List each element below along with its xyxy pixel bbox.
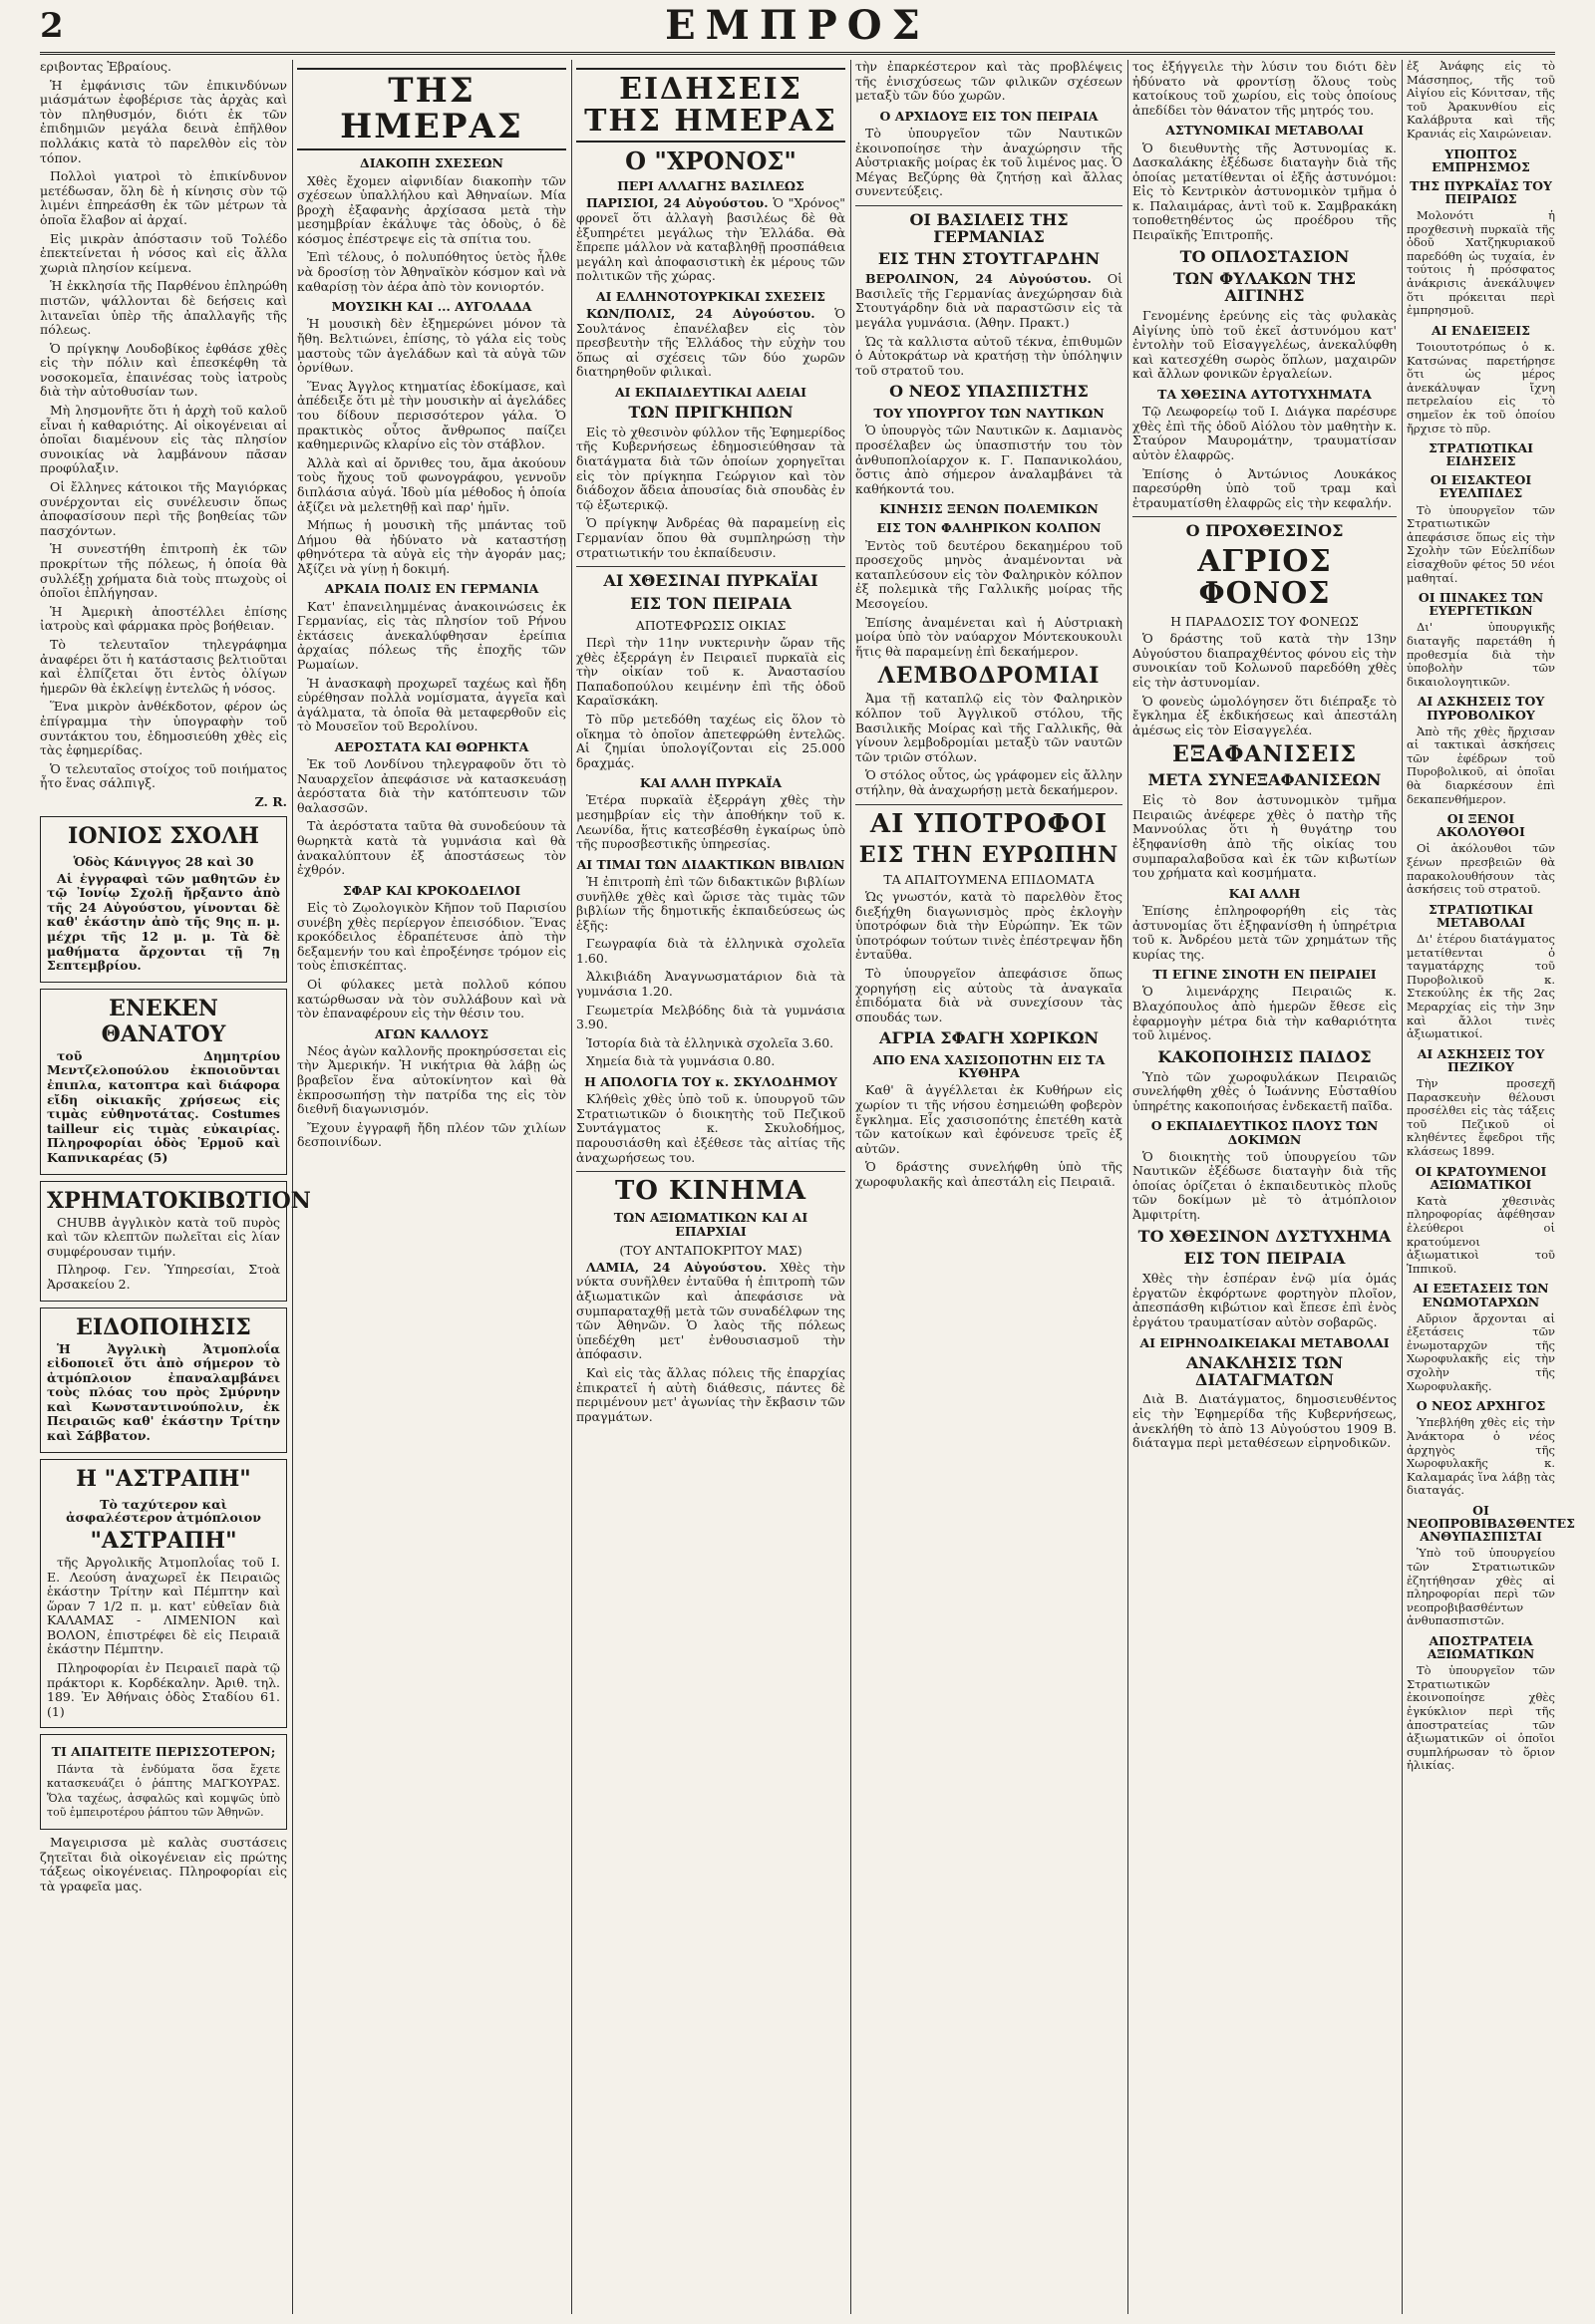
article-text: Ὡς τὰ καλλιστα αὐτοῦ τέκνα, ἐπιθυμῶν ὁ Αὐτοκράτωρ νὰ κρατήσῃ τὴν ὑπόληψιν τοῦ στρατοῦ του. [855,333,1122,378]
article-text: τος ἐξήγγειλε τὴν λύσιν του διότι δὲν ἠδύνατο νὰ φροντίσῃ ὅλους τοὺς κατοίκους τοῦ χωρίου, εἰς τοὺς ὁποίους ἀπεδίδει τὸν θάνατον τῆς μητρός του. [1132,59,1397,118]
column-rule [1402,60,1403,2314]
article-text: Ὁ διοικητὴς τοῦ ὑπουργείου τῶν Ναυτικῶν ἐξέδωσε διαταγὴν διὰ τῆς ὁποίας ὁρίζεται ὁ ἐκπαιδευτικὸς πλοῦς τῶν δοκίμων μὲ τὸ ἀτμόπλοιον Ἀμφιτρίτη. [1132,1148,1397,1223]
article-subheading: ΤΩΝ ΑΞΙΩΜΑΤΙΚΩΝ ΚΑΙ ΑΙ ΕΠΑΡΧΙΑΙ [613,1210,808,1239]
article-text: Ἐπίσης ὁ Ἀντώνιος Λουκάκος παρεσύρθη ὑπὸ τοῦ τραμ καὶ ἐτραυματίσθη ἐλαφρῶς εἰς τὴν κεφαλήν. [1132,465,1397,510]
ad-ship-name: "ΑΣΤΡΑΠΗ" [90,1527,237,1554]
article-heading: ΟΙ ΞΕΝΟΙ ΑΚΟΛΟΥΘΟΙ [1436,811,1525,840]
article-text: Ἀπὸ τῆς χθὲς ἤρχισαν αἱ τακτικαὶ ἀσκήσεις τῶν ἐφέδρων τοῦ Πυροβολικοῦ, αἱ ὁποῖαι θὰ διαρκέσουν ἐπὶ δεκαπενθήμερον. [1407,724,1555,806]
article-text: Ὡς γνωστόν, κατὰ τὸ παρελθὸν ἔτος διεξήχθη διαγωνισμὸς πρὸς ἐκλογὴν ὑποτρόφων διὰ τὴν Εὐρώπην. Ἐκ τῶν ὑποτρόφων τούτων τινὲς ἐπέστρεψαν ἤδη ἐνταῦθα. [855,889,1122,963]
article-text: Αὔριον ἄρχονται αἱ ἐξετάσεις τῶν ἐνωμοταρχῶν τῆς Χωροφυλακῆς εἰς τὴν σχολὴν τῆς Χωροφυλακῆς. [1407,1310,1555,1393]
article-text: Ὁ στόλος οὗτος, ὡς γράφομεν εἰς ἄλλην στήλην, θὰ ἀναχωρήσῃ μετὰ δεκαήμερον. [855,767,1122,797]
divider [1132,516,1397,517]
column-5 [1132,60,1397,2314]
article-body: Ὁ "Χρόνος" φρονεῖ ὅτι ἀλλαγὴ βασιλέως δὲ θὰ ἐξυπηρέτει μεγάλως τὴν Ἑλλάδα. Θὰ ἔπρεπε μάλλον νὰ καταβληθῇ προσπάθεια μεγάλη καὶ ἀποφασιστικὴ ἐκ μέρους τῶν πολιτικῶν τῆς χώρας. [576,195,845,284]
article-subheading: ΤΩΝ ΠΡΙΓΚΗΠΩΝ [628,403,794,423]
dateline: ΠΑΡΙΣΙΟΙ, 24 Αὐγούστου. [586,195,769,211]
article-text: Τὸ ὑπουργεῖον τῶν Στρατιωτικῶν ἐκοινοποίησε χθὲς ἐγκύκλιον περὶ τῆς ἀποστρατείας τῶν ἀξιωματικῶν οἱ ὁποῖοι συμπλήρωσαν τὸ ὅριον ἡλικίας. [1407,1663,1555,1773]
article-text: Γενομένης ἐρεύνης εἰς τὰς φυλακὰς Αἰγίνης ὑπὸ τοῦ ἐκεῖ ἀστυνόμου κατ' ἐντολὴν τοῦ Εἰσαγγελέως, ἀνεκαλύφθη καὶ κατεσχέθη σωρὸς ὅπλων, μαχαιρῶν καὶ ἄλλων φονικῶν ἐργαλείων. [1132,308,1397,382]
article-text: Ἐκ τοῦ Λονδίνου τηλεγραφοῦν ὅτι τὸ Ναυαρχεῖον ἀπεφάσισε νὰ κατασκευάσῃ ἀερόστατα διὰ τὴν κατόπτευσιν τῶν θαλασσῶν. [297,756,566,815]
article-text: Ὁ δράστης τοῦ κατὰ τὴν 13ην Αὐγούστου διαπραχθέντος φόνου εἰς τὴν συνοικίαν τοῦ Κολωνοῦ παρεδόθη χθὲς εἰς τὴν ἀστυνομίαν. [1132,631,1397,690]
article-heading: ΑΣΤΥΝΟΜΙΚΑΙ ΜΕΤΑΒΟΛΑΙ [1165,123,1364,139]
article-text: Χθὲς ἔχομεν αἰφνιδίαν διακοπὴν τῶν σχέσεων ὑπαλλήλου καὶ Ἀθηναίων. Μία βροχὴ ἐξαφανὴς ἀρχίσασα μετὰ τὴν μεσημβρίαν ἐκάλυψε τὰς ὁδοὺς, ὁ δὲ κόσμος ἐπέστρεψε εἰς τὰ σπίτια του. [297,172,566,246]
ad-body: Ἡ Ἀγγλικὴ Ἀτμοπλοΐα εἰδοποιεῖ ὅτι ἀπὸ σήμερον τὸ ἀτμόπλοιον ἐπαναλαμβάνει τοὺς πλόας του πρὸς Σμύρνην καὶ Κωνσταντινούπολιν, ἐκ Πειραιῶς καθ' ἑκάστην Τρίτην καὶ Σάββατον. [47,1340,280,1444]
ad-body: τῆς Ἀργολικῆς Ἀτμοπλοΐας τοῦ Ι. Ε. Λεούση ἀναχωρεῖ ἐκ Πειραιῶς ἑκάστην Τρίτην καὶ Πέμπτην καὶ ὥραν 7 1/2 π. μ. κατ' εὐθεῖαν διὰ ΚΑΛΑΜΑΣ - ΛΙΜΕΝΙΟΝ καὶ ΒΟΛΟΝ, ἐπιστρέφει δὲ εἰς Πειραιᾶ ἑκάστην Πέμπτην. [47,1554,280,1657]
page-number: 2 [40,6,64,46]
divider [855,205,1122,206]
article-text [576,1261,845,1362]
dateline: ΒΕΡΟΛΙΝΟΝ, 24 Αὐγούστου. [865,271,1092,287]
article-text: Οἱ φύλακες μετὰ πολλοῦ κόπου κατώρθωσαν νὰ τὸν συλλάβουν καὶ νὰ τὸν ἐπαναφέρουν εἰς τὴν θέσιν του. [297,976,566,1021]
article-text: Ἡ μουσικὴ δὲν ἐξημερώνει μόνον τὰ ἤθη. Βελτιώνει, ἐπίσης, τὸ γάλα εἰς τοὺς μαστοὺς τῶν ἀγελάδων καὶ τὰ αὐγὰ τῶν ὀρνίθων. [297,316,566,376]
article-subheading: (ΤΟΥ ΑΝΤΑΠΟΚΡΙΤΟΥ ΜΑΣ) [619,1242,802,1258]
article-text: Ἐπίσης ἐπληροφορήθη εἰς τὰς ἀστυνομίας ὅτι ἐξηφανίσθη ἡ ὑπηρέτρια τοῦ κ. Ἀνδρέου μετὰ τῶν χρημάτων τῆς κυρίας της. [1132,902,1397,962]
article-subheading: ΕΙΣ ΤΟΝ ΦΑΛΗΡΙΚΟΝ ΚΟΛΠΟΝ [876,520,1102,536]
article-heading: ΑΓΩΝ ΚΑΛΛΟΥΣ [374,1025,489,1041]
article-heading: ΤΟ ΟΠΛΟΣΤΑΣΙΟΝ [1179,246,1350,266]
ad-body: Πάντα τὰ ἐνδύματα ὅσα ἔχετε κατασκευάζει ὁ ῥάπτης ΜΑΓΚΟΥΡΑΣ. Ὅλα ταχέως, ἀσφαλῶς καὶ κομψῶς ὑπὸ τοῦ ἐμπειροτέρου ῥάπτου τῶν Ἀθηνῶν. [47,1762,280,1820]
article-text: Περὶ τὴν 11ην νυκτερινὴν ὥραν τῆς χθὲς ἐξερράγη ἐν Πειραιεῖ πυρκαϊὰ εἰς τὴν οἰκίαν τοῦ κ. Ἀναστασίου Παπαδοπούλου κειμένην ἐπὶ τῆς ὁδοῦ Καραϊσκάκη. [576,634,845,709]
newspaper-title: ΕΜΠΡΟΣ [665,2,930,49]
ad-contact: Πληροφ. Γεν. Ὑπηρεσίαι, Στοὰ Ἀρσακείου 2. [47,1262,280,1292]
article-heading: ΑΙ ΤΙΜΑΙ ΤΩΝ ΔΙΔΑΚΤΙΚΩΝ ΒΙΒΛΙΩΝ [576,856,845,872]
article-text: Μὴ λησμονῆτε ὅτι ἡ ἀρχὴ τοῦ καλοῦ εἶναι ἡ καθαριότης. Αἱ οἰκογένειαι αἱ ὁποῖαι διαμένουν εἰς τὰς πλησίον συνοικίας νὰ λαμβάνουν πᾶσαν προφύλαξιν. [40,403,287,476]
article-text: Ὁ τελευταῖος στοίχος τοῦ ποιήματος ἦτο ἕνας σάλπιγξ. [40,760,287,791]
article-heading: Η ΑΠΟΛΟΓΙΑ ΤΟΥ κ. ΣΚΥΛΟΔΗΜΟΥ [584,1074,837,1090]
article-text: Ἡ Ἀμερικὴ ἀποστέλλει ἐπίσης ἰατροὺς καὶ φάρμακα πρὸς βοήθειαν. [40,603,287,634]
article-heading: Ο ΕΚΠΑΙΔΕΥΤΙΚΟΣ ΠΛΟΥΣ ΤΩΝ ΔΟΚΙΜΩΝ [1150,1118,1379,1147]
article-heading: ΑΕΡΟΣΤΑΤΑ ΚΑΙ ΘΩΡΗΚΤΑ [334,738,529,754]
ad-astrapi [40,1459,287,1729]
article-subheading: ΤΩΝ ΦΥΛΑΚΩΝ ΤΗΣ ΑΙΓΙΝΗΣ [1172,269,1357,306]
article-body: Οἱ Βασιλεῖς τῆς Γερμανίας ἀνεχώρησαν διὰ Στουτγάρδην διὰ νὰ παραστῶσιν εἰς τὰ μεγάλα γυμνάσια. (Ἀθην. Πρακτ.) [855,271,1122,331]
article-heading-large: ΑΓΡΙΟΣ ΦΟΝΟΣ [1197,544,1332,611]
divider [576,566,845,567]
article-text: Ὁ δράστης συνελήφθη ὑπὸ τῆς χωροφυλακῆς καὶ ἀπεστάλη εἰς Πειραιᾶ. [855,1159,1122,1190]
article-subheading: ΜΕΤΑ ΣΥΝΕΞΑΦΑΝΙΣΕΩΝ [1147,770,1382,790]
article-text: Τὸ πῦρ μετεδόθη ταχέως εἰς ὅλον τὸ οἴκημα τὸ ὁποῖον ἀπετεφρώθη ἐντελῶς. Αἱ ζημίαι ὑπολογίζονται εἰς 25.000 δραχμάς. [576,711,845,770]
article-text [576,307,845,380]
article-text: Ἐπίσης ἀναμένεται καὶ ἡ Αὐστριακὴ μοίρα ὑπὸ τὸν ναύαρχον Μόντεκουκουλι ἥτις θὰ παραμείνῃ ἐπὶ δεκαήμερον. [855,614,1122,659]
article-text: Νέος ἀγὼν καλλονῆς προκηρύσσεται εἰς τὴν Ἀμερικήν. Ἡ νικήτρια θὰ λάβῃ ὡς βραβεῖον ἕνα αὐτοκίνητον καὶ θὰ ἐκπροσωπήσῃ τὴν πατρίδα της εἰς τὸν διεθνῆ διαγωνισμόν. [297,1042,566,1117]
price-item: Γεωγραφία διὰ τὰ ἑλληνικὰ σχολεῖα 1.60. [576,936,845,966]
article-text: Ἡ ἀνασκαφὴ προχωρεῖ ταχέως καὶ ἤδη εὑρέθησαν πολλὰ νομίσματα, ἀγγεῖα καὶ ἀγάλματα, τὰ ὁποῖα θὰ μεταφερθοῦν εἰς τὸ Μουσεῖον τοῦ Βερολίνου. [297,675,566,734]
ad-title: ΤΙ ΑΠΑΙΤΕΙΤΕ ΠΕΡΙΣΣΟΤΕΡΟΝ; [51,1744,276,1760]
article-text: εριβοντας Ἑβραίους. [40,59,171,74]
article-text: Ἡ ἐπιτροπὴ ἐπὶ τῶν διδακτικῶν βιβλίων συνῆλθε χθὲς καὶ ὥρισε τὰς τιμὰς τῶν βιβλίων τῆς δημοτικῆς ἐκπαιδεύσεως ὡς ἑξῆς: [576,873,845,933]
article-heading: ΔΙΑΚΟΠΗ ΣΧΕΣΕΩΝ [360,155,503,171]
article-text: Κλήθεὶς χθὲς ὑπὸ τοῦ κ. ὑπουργοῦ τῶν Στρατιωτικῶν ὁ διοικητὴς τοῦ Πεζικοῦ Συντάγματος κ. Σκυλοδήμος, παρουσιάσθη καὶ ἐξέθεσε τὰς αἰτίας τῆς ἀναχωρήσεως του. [576,1091,845,1165]
article-text: Ἔχουν ἐγγραφῆ ἤδη πλέον τῶν χιλίων δεσποινίδων. [297,1119,566,1150]
article-heading: ΟΙ ΝΕΟΠΡΟΒΙΒΑΣΘΕΝΤΕΣ ΑΝΘΥΠΑΣΠΙΣΤΑΙ [1407,1502,1575,1545]
article-text: Ἡ συνεστήθη ἐπιτροπὴ ἐκ τῶν προκρίτων τῆς πόλεως, ἡ ὁποία θὰ συλλέξῃ χρήματα διὰ τοὺς πτωχοὺς οἱ ὁποῖοι ἐπλήγησαν. [40,541,287,601]
article-subheading: ΑΠΟ ΕΝΑ ΧΑΣΙΣΟΠΟΤΗΝ ΕΙΣ ΤΑ ΚΥΘΗΡΑ [872,1052,1106,1081]
article-heading: ΟΙ ΚΡΑΤΟΥΜΕΝΟΙ ΑΞΙΩΜΑΤΙΚΟΙ [1415,1163,1547,1192]
article-text: Εἰς μικρὰν ἀπόστασιν τοῦ Τολέδο ἐπεκτείνεται ἡ νόσος καὶ εἰς ἄλλα χωριὰ πλησίον κείμενα. [40,230,287,275]
article-heading: ΑΡΚΑΙΑ ΠΟΛΙΣ ΕΝ ΓΕΡΜΑΝΙΑ [324,581,539,597]
article-text: Εἰς τὸ 8ον ἀστυνομικὸν τμῆμα Πειραιῶς ἀνέφερε χθὲς ὁ πατὴρ τῆς Μαννούλας ὅτι ἡ θυγάτηρ του ἐξηφανίσθη ἀπὸ τῆς οἰκίας του συμπαραλαβοῦσα καὶ ἐκ τῶν κιβωτίων του χρήματα καὶ κοσμήματα. [1132,792,1397,881]
article-text: Ἕνας Ἀγγλος κτηματίας ἐδοκίμασε, καὶ ἀπέδειξε ὅτι μὲ τὴν μουσικὴν αἱ ἀγελάδες του δίδουν περισσότερον γάλα. Ὁ πρακτικὸς οὗτος ἄνθρωπος παίζει καθημερινῶς κλαρίνο εἰς τὸν στάβλον. [297,378,566,452]
article-heading: ΑΙ ΥΠΟΤΡΟΦΟΙ [869,808,1109,839]
article-text: Τὸ ὑπουργεῖον τῶν Στρατιωτικῶν ἀπεφάσισε ὅπως εἰς τὴν Σχολὴν τῶν Εὐελπίδων εἰσαχθοῦν φέτος 50 νέοι μαθηταί. [1407,502,1555,585]
article-text: Ἐπὶ τέλους, ὁ πολυπόθητος ὑετὸς ἦλθε νὰ δροσίσῃ τὸν Ἀθηναϊκὸν κόσμον καὶ νὰ καθαρίσῃ τὸν ἀέρα ἀπὸ τὸν κονιορτόν. [297,249,566,294]
article-text: Ἡ ἐκκλησία τῆς Παρθένου ἐπληρώθη πιστῶν, ψάλλονται δὲ δεήσεις καὶ λιτανεῖαι ὑπὲρ τῆς ἀπαλλαγῆς τῆς πόλεως. [40,278,287,338]
article-heading: Ο ΑΡΧΙΔΟΥΞ ΕΙΣ ΤΟΝ ΠΕΙΡΑΙΑ [879,108,1099,124]
article-subheading: ΕΙΣ ΤΗΝ ΣΤΟΥΤΓΑΡΔΗΝ [877,249,1101,269]
article-heading: ΑΠΟΣΤΡΑΤΕΙΑ ΑΞΙΩΜΑΤΙΚΩΝ [1427,1632,1535,1661]
article-text: Κατὰ χθεσινὰς πληροφορίας ἀφέθησαν ἐλεύθεροι οἱ κρατούμενοι ἀξιωματικοὶ τοῦ Ἱππικοῦ. [1407,1193,1555,1276]
article-heading: Ο ΝΕΟΣ ΥΠΑΣΠΙΣΤΗΣ [889,382,1089,402]
article-text: Μήπως ἡ μουσικὴ τῆς μπάντας τοῦ Δήμου θὰ ἠδύνατο νὰ καταστήσῃ φθηνότερα τὰ αὐγὰ εἰς τὴν ἀγοράν μας; Ἀξίζει νὰ γίνῃ ἡ δοκιμή. [297,517,566,576]
article-heading: ΕΞΑΦΑΝΙΣΕΙΣ [1171,741,1358,768]
column-1 [40,59,311,2314]
article-body: Ὁ Σουλτάνος ἐπανέλαβεν εἰς τὸν πρεσβευτὴν τῆς Ἑλλάδος τὴν εὐχὴν του ὅπως αἱ σχέσεις τῶν δύο χωρῶν διατηρηθοῦν φιλικαὶ. [576,306,845,380]
article-heading: ΤΟ ΚΙΝΗΜΑ [614,1176,807,1207]
article-subheading: ΕΙΣ ΤΟΝ ΠΕΙΡΑΙΑ [1183,1249,1346,1269]
article-text: Ἕνα μικρὸν ἀνθέκδοτον, φέρον ὡς ἐπίγραμμα τὴν ὑπογραφὴν τοῦ συντάκτου του, ἐδημοσιεύθη χθὲς εἰς τὰς ἐφημερίδας. [40,699,287,758]
article-text: Τῷ Λεωφορείῳ τοῦ Ι. Διάγκα παρέσυρε χθὲς ἐπὶ τῆς ὁδοῦ Αἰόλου τὸν μαθητὴν κ. Σταύρον Μαυρομάτην, τραυματίσαν αὐτὸν ἐλαφρῶς. [1132,404,1397,462]
article-heading: ΤΑ ΧΘΕΣΙΝΑ ΑΥΤΟΤΥΧΗΜΑΤΑ [1157,387,1372,403]
article-text: Ὑπεβλήθη χθὲς εἰς τὴν Ἀνάκτορα ὁ νέος ἀρχηγὸς τῆς Χωροφυλακῆς κ. Καλαμαράς ἵνα λάβῃ τὰς διαταγάς. [1407,1415,1555,1498]
column-6 [1407,59,1575,2314]
article-heading: ΑΓΡΙΑ ΣΦΑΓΗ ΧΩΡΙΚΩΝ [879,1028,1099,1048]
column-4 [855,60,1122,2314]
article-text: Οἱ ἔλληνες κάτοικοι τῆς Μαγιόρκας συνέρχονται εἰς συνέλευσιν ὅπως ἀποφασίσουν περὶ τῆς βοηθείας τῶν πασχόντων. [40,479,287,538]
ad-thanatou [40,989,287,1175]
article-subheading: Η ΠΑΡΑΔΟΣΙΣ ΤΟΥ ΦΟΝΕΩΣ [1170,614,1359,630]
article-heading: Ο "ΧΡΟΝΟΣ" [625,146,797,175]
article-heading: ΑΙ ΧΘΕΣΙΝΑΙ ΠΥΡΚΑΪΑΙ [603,571,818,591]
column-rule [850,60,851,2314]
article-text: Ὑπὸ τῶν χωροφυλάκων Πειραιῶς συνελήφθη χθὲς ὁ Ἰωάννης Εὐσταθίου ὑπηρέτης κακοποιήσας ἑνδεκαετῆ παῖδα. [1132,1068,1397,1113]
article-heading: Ο ΝΕΟΣ ΑΡΧΗΓΟΣ [1416,1398,1546,1414]
article-subheading: ΠΕΡΙ ΑΛΛΑΓΗΣ ΒΑΣΙΛΕΩΣ [617,178,804,194]
article-heading: ΜΟΥΣΙΚΗ ΚΑΙ ... ΑΥΓΟΛΑΔΑ [331,299,532,315]
article-heading: ΣΦΑΡ ΚΑΙ ΚΡΟΚΟΔΕΙΛΟΙ [342,882,521,898]
ad-title: ΕΙΔΟΠΟΙΗΣΙΣ [76,1313,251,1340]
article-heading: ΤΙ ΕΓΙΝΕ ΣΙΝΟΤΗ ΕΝ ΠΕΙΡΑΙΕΙ [1152,967,1377,983]
ad-body: Αἱ ἐγγραφαὶ τῶν μαθητῶν ἐν τῷ Ἰονίῳ Σχολῇ ἤρξαντο ἀπὸ τῆς 24 Αὐγούστου, γίνονται δὲ καθ' ἑκάστην ἀπὸ τῆς 9ης π. μ. μέχρι τῆς 12 μ. μ. Τὰ δὲ μαθήματα ἄρχονται τῇ 7ῃ Σεπτεμβρίου. [47,870,280,974]
ad-title: ΙΟΝΙΟΣ ΣΧΟΛΗ [68,822,259,849]
article-text [576,196,845,284]
price-item: Χημεία διὰ τὰ γυμνάσια 0.80. [586,1053,776,1069]
article-text: Πολλοὶ γιατροὶ τὸ ἐπικίνδυνον μετέδωσαν, ὅλη δὲ ἡ κίνησις σὺν τῷ λιμένι ἐπηρεάσθη ἐκ τῶν μέτρων τὰ ὁποῖα ἔλαβον αἱ ἀρχαί. [40,168,287,227]
article-heading: ΛΕΜΒΟΔΡΟΜΙΑΙ [877,663,1101,690]
section-header: ΤΗΣ ΗΜΕΡΑΣ [297,68,566,150]
ad-body: τοῦ Δημητρίου Μεντζελοπούλου ἐκποιοῦνται ἐπιπλα, κατοπτρα καὶ διάφορα εἴδη οἰκιακῆς χρήσεως εἰς τιμὰς εὐθηνοτάτας. Costumes tailleur εἰς τιμὰς εὐκαιρίας. Πληροφορίαι ὁδὸς Ἑρμοῦ καὶ Καπνικαρέας (5) [47,1047,280,1165]
article-body: Χθὲς τὴν νύκτα συνῆλθεν ἐνταῦθα ἡ ἐπιτροπὴ τῶν ἀξιωματικῶν καὶ ἀπεφάσισε νὰ συμπαραταχθῇ μετὰ τῶν συναδέλφων της τῶν Ἀθηνῶν. Ὁ λαὸς τῆς πόλεως ὑπεδέχθη μετ' ἐνθουσιασμοῦ τὴν ἀπόφασιν. [576,1259,845,1362]
article-heading: ΚΑΙ ΑΛΛΗ ΠΥΡΚΑΪΑ [639,775,783,791]
article-text: Ὑπὸ τοῦ ὑπουργείου τῶν Στρατιωτικῶν ἐζητήθησαν χθὲς αἱ πληροφορίαι περὶ τῶν νεοπροβιβασθέντων ἀνθυπασπιστῶν. [1407,1546,1555,1628]
article-heading: ΚΑΙ ΑΛΛΗ [1228,885,1301,901]
article-heading: ΣΤΡΑΤΙΩΤΙΚΑΙ ΜΕΤΑΒΟΛΑΙ [1428,901,1534,930]
price-item: Γεωμετρία Μελβόδης διὰ τὰ γυμνάσια 3.90. [576,1002,845,1032]
article-subheading: ΑΝΑΚΛΗΣΙΣ ΤΩΝ ΔΙΑΤΑΓΜΑΤΩΝ [1185,1352,1344,1389]
column-rule [1127,60,1128,2314]
signature: Z. R. [254,793,287,809]
divider [855,804,1122,805]
article-text [855,272,1122,330]
article-text: Ὁ πρίγκηψ Ἀνδρέας θὰ παραμείνῃ εἰς Γερμανίαν ὅπου θὰ συμπληρώσῃ τὴν στρατιωτικήν του ἐκπαίδευσιν. [576,515,845,560]
article-text: Εἰς τὸ Ζῳολογικὸν Κῆπον τοῦ Παρισίου συνέβη χθὲς περίεργον ἐπεισόδιον. Ἕνας κροκόδειλος ἐδραπέτευσε ἀπὸ τὴν δεξαμενήν του καὶ ἐπροξένησε τρόμον εἰς τοὺς ἐπισκέπτας. [297,899,566,974]
article-subheading: ΕΙΣ ΤΟΝ ΠΕΙΡΑΙΑ [630,594,792,614]
article-text: Ὁ ὑπουργὸς τῶν Ναυτικῶν κ. Δαμιανὸς προσέλαβεν ὡς ὑπασπιστήν του τὸν ἀνθυποπλοίαρχον κ. Γ. Παπανικολάου, ὅστις ἀπὸ σήμερον ἀναλαμβάνει τὰ καθήκοντά του. [855,423,1122,496]
dateline: ΛΑΜΙΑ, 24 Αὐγούστου. [586,1259,767,1275]
article-heading: ΟΙ ΒΑΣΙΛΕΙΣ ΤΗΣ ΓΕΡΜΑΝΙΑΣ [909,209,1069,246]
article-text: Δι' ἑτέρου διατάγματος μετατίθενται ὁ ταγματάρχης τοῦ Πυροβολικοῦ κ. Στεκούλης ἐκ τῆς 2ας Μεραρχίας εἰς τὴν 3ην καὶ ἄλλοι τινὲς ἀξιωματικοί. [1407,932,1555,1041]
column-rule [292,60,293,2314]
divider [576,1171,845,1172]
article-text: Τοιουτοτρόπως ὁ κ. Κατσώνας παρετήρησε ὅτι ὡς μέρος ἀνεκάλυψαν ἴχνη πετρελαίου εἰς τὸ σημεῖον ἐκ τοῦ ὁποίου ἤρχισε τὸ πῦρ. [1407,339,1555,436]
article-heading: ΣΤΡΑΤΙΩΤΙΚΑΙ ΕΙΔΗΣΕΙΣ [1428,440,1534,469]
article-text: Κατ' ἐπανειλημμένας ἀνακοινώσεις ἐκ Γερμανίας, εἰς τὰς πλησίον τοῦ Ρήνου ἐκτάσεις ἀνεκαλύφθησαν ἐρείπια ἀρχαίας πόλεως τῆς ἐποχῆς τῶν Ρωμαίων. [297,598,566,672]
section-header: ΕΙΔΗΣΕΙΣ ΤΗΣ ΗΜΕΡΑΣ [576,68,845,143]
article-heading: ΑΙ ΕΙΡΗΝΟΔΙΚΕΙΑΚΑΙ ΜΕΤΑΒΟΛΑΙ [1139,1334,1390,1350]
columns [40,59,1575,2314]
article-text: Ἀμα τῇ καταπλῷ εἰς τὸν Φαληρικὸν κόλπον τοῦ Ἀγγλικοῦ στόλου, τῆς Βασιλικῆς Μοίρας καὶ τῆς Γαλλικῆς, θὰ γίνουν λεμβοδρομίαι μεταξὺ τῶν ναυτῶν τῶν τριῶν στόλων. [855,691,1122,764]
ad-safe [40,1181,311,1302]
article-text: Τὸ τελευταῖον τηλεγράφημα ἀναφέρει ὅτι ἡ κατάστασις βελτιοῦται καὶ ἐλπίζεται ὅτι ἐντὸς ὀλίγων ἡμερῶν θὰ ἐκλείψῃ ἐντελῶς ἡ νόσος. [40,636,287,696]
article-heading: ΤΟ ΧΘΕΣΙΝΟΝ ΔΥΣΤΥΧΗΜΑ [1137,1226,1392,1246]
ad-notice [40,1307,287,1453]
article-text: Χθὲς τὴν ἑσπέραν ἐνῷ μία ὁμάς ἐργατῶν ἐκφόρτωνε φορτηγὸν πλοῖον, ἀπεσπάσθη κιβώτιον καὶ ἔπεσε ἐπὶ ἑνὸς ἐργάτου τραυματίσαν αὐτὸν σοβαρῶς. [1132,1271,1397,1329]
article-heading: ΚΑΚΟΠΟΙΗΣΙΣ ΠΑΙΔΟΣ [1157,1046,1372,1066]
article-heading: ΥΠΟΠΤΟΣ ΕΜΠΡΗΣΜΟΣ [1432,145,1530,174]
article-heading: ΑΙ ΕΛΛΗΝΟΤΟΥΡΚΙΚΑΙ ΣΧΕΣΕΙΣ [595,288,826,304]
article-heading: ΑΙ ΑΣΚΗΣΕΙΣ ΤΟΥ ΠΥΡΟΒΟΛΙΚΟΥ [1417,694,1545,723]
article-subheading: ΤΑ ΑΠΑΙΤΟΥΜΕΝΑ ΕΠΙΔΟΜΑΤΑ [883,871,1095,887]
article-text: Τὰ ἀερόστατα ταῦτα θὰ συνοδεύουν τὰ θωρηκτὰ κατὰ τὰ γυμνάσια καὶ θὰ ἀνακαλύπτουν ἐξ ἀποστάσεως τὸν ἐχθρόν. [297,818,566,878]
ad-address: Ὁδὸς Κάνιγγος 28 καὶ 30 [73,853,254,869]
column-rule [571,60,572,2314]
article-text: Μολονότι ἡ προχθεσινὴ πυρκαϊὰ τῆς ὁδοῦ Χατζηκυριακοῦ παρεδόθη ὡς τυχαία, ἐν τούτοις ἡ πρόσφατος ἀνάκρισις ἀνεκάλυψεν ὅτι πρόκειται περὶ ἐμπρησμοῦ. [1407,208,1555,318]
article-text: ἐξ Ἀνάφης εἰς τὸ Μάσσηπος, τῆς τοῦ Αἰγίου εἰς Κόνιτσαν, τῆς τοῦ Ἀρακυνθίου εἰς Καλάβρυτα καὶ τῆς Κρανιάς εἰς Χαιρώνειαν. [1407,59,1555,141]
ad-title: ΕΝΕΚΕΝ ΘΑΝΑΤΟΥ [101,995,226,1047]
article-heading: ΑΙ ΕΝΔΕΙΞΕΙΣ [1432,322,1530,338]
masthead [40,0,1555,55]
ad-title: ΧΡΗΜΑΤΟΚΙΒΩΤΙΟΝ [47,1187,311,1214]
ad-contact: Πληροφορίαι ἐν Πειραιεῖ παρὰ τῷ πράκτορι κ. Κορδέκαλην. Ἀριθ. τηλ. 189. Ἐν Ἀθήναις ὁδὸς Σταδίου 61. (1) [47,1660,280,1719]
article-subheading: ΑΠΟΤΕΦΡΩΣΙΣ ΟΙΚΙΑΣ [635,617,787,633]
article-text: Ἀλλὰ καὶ αἱ ὄρνιθες του, ἄμα ἀκούουν τοὺς ἤχους τοῦ φωνογράφου, γεννοῦν διπλάσια αὐγά. Ἰδοὺ μία μέθοδος ἡ ὁποία ἀξίζει νὰ μελετηθῇ καὶ παρ' ἡμῖν. [297,454,566,514]
price-item: Ἀλκιβιάδη Ἀναγνωσματάριον διὰ τὰ γυμνάσια 1.20. [576,969,845,1000]
article-heading: Ο ΠΡΟΧΘΕΣΙΝΟΣ [1185,521,1344,541]
price-item: Ἱστορία διὰ τὰ ἑλληνικὰ σχολεῖα 3.60. [586,1034,834,1050]
ad-ionios-school [40,816,287,983]
ad-body: CHUBB ἀγγλικὸν κατὰ τοῦ πυρὸς καὶ τῶν κλεπτῶν πωλεῖται εἰς λίαν συμφέρουσαν τιμήν. [47,1214,280,1259]
article-text: Ὁ φονεὺς ὡμολόγησεν ὅτι διέπραξε τὸ ἔγκλημα ἐξ ἐκδικήσεως καὶ ἀπεστάλη ἀμέσως εἰς τὸν Εἰσαγγελέα. [1132,693,1397,737]
dateline: ΚΩΝ/ΠΟΛΙΣ, 24 Αὐγούστου. [586,306,815,321]
article-subheading: ΕΙΣ ΤΗΝ ΕΥΡΩΠΗΝ [858,841,1119,868]
article-text: Διὰ Β. Διατάγματος, δημοσιευθέντος εἰς τὴν Ἐφημερίδα τῆς Κυβερνήσεως, ἀνεκλήθη τὸ ἀπὸ 13 Αὐγούστου 1909 Β. διάταγμα περὶ μεταθέσεων εἰρηνοδικῶν. [1132,1391,1397,1451]
article-text: Δι' ὑπουργικῆς διαταγῆς παρετάθη ἡ προθεσμία διὰ τὴν ὑποβολὴν τῶν δικαιολογητικῶν. [1407,620,1555,689]
article-subheading: ΤΗΣ ΠΥΡΚΑΪΑΣ ΤΟΥ ΠΕΙΡΑΙΩΣ [1410,177,1552,206]
ad-tailor [40,1734,287,1830]
article-text: Ἑτέρα πυρκαϊὰ ἐξερράγη χθὲς τὴν μεσημβρίαν εἰς τὴν ἀποθήκην τοῦ κ. Λεωνίδα, ἥτις κατεσβέσθη ἐγκαίρως ὑπὸ τῆς πυροσβεστικῆς ὑπηρεσίας. [576,792,845,852]
column-3 [576,60,845,2314]
article-text: Τὴν προσεχῆ Παρασκευὴν θέλουσι προσέλθει εἰς τὰς τάξεις τοῦ Πεζικοῦ οἱ κληθέντες ἔφεδροι τῆς κλάσεως 1899. [1407,1076,1555,1159]
article-text: Ὁ λιμενάρχης Πειραιῶς κ. Βλαχόπουλος ἀπὸ ἡμερῶν ἔθεσε εἰς ἐφαρμογὴν μέτρα διὰ τὴν καθαριότητα τοῦ λιμένος. [1132,984,1397,1043]
classified-text: Μαγειρισσα μὲ καλὰς συστάσεις ζητεῖται διὰ οἰκογένειαν εἰς πρώτης τάξεως οἰκογένειας. Πληροφορίαι εἰς τὰ γραφεῖα μας. [40,1834,287,1893]
article-text: Ὁ διευθυντὴς τῆς Ἀστυνομίας κ. Δασκαλάκης ἐξέδωσε διαταγὴν διὰ τῆς ὁποίας μετατίθενται οἱ ἑξῆς ἀστυνόμοι: Εἰς τὸ Κεντρικὸν ἀστυνομικὸν τμῆμα ὁ κ. Παλαιμάρας, ἀντὶ τοῦ κ. Σαμβρακάκη τοποθετηθέντος ὡς προέδρου τῆς Πειραϊκῆς Ἐπιτροπῆς. [1132,140,1397,243]
article-text: Τὸ ὑπουργεῖον τῶν Ναυτικῶν ἐκοινοποίησε τὴν ἀναχώρησιν τῆς Αὐστριακῆς μοίρας ἐκ τοῦ λιμένος μας. Ὁ Μέγας Βεζύρης θὰ ζητήσῃ καὶ ἄλλας συνεντεύξεις. [855,125,1122,199]
article-text: Καθ' ἃ ἀγγέλλεται ἐκ Κυθήρων εἰς χωρίον τι τῆς νήσου ἐσημειώθη φοβερὸν ἔγκλημα. Εἷς χασισοπότης ἐπετέθη κατὰ τῶν κατοίκων καὶ ἐφόνευσε τρεῖς ἐξ αὐτῶν. [855,1082,1122,1156]
article-heading: ΚΙΝΗΣΙΣ ΞΕΝΩΝ ΠΟΛΕΜΙΚΩΝ [879,501,1099,517]
article-text: Ἐντὸς τοῦ δευτέρου δεκαημέρου τοῦ προσεχοῦς μηνὸς ἀναμένονται νὰ καταπλεύσουν εἰς τὸν Φαληρικὸν κόλπον ἐξ πολεμικὰ τῆς Γαλλικῆς μοίρας τῆς Μεσογείου. [855,537,1122,611]
article-heading: ΑΙ ΕΚΠΑΙΔΕΥΤΙΚΑΙ ΑΔΕΙΑΙ [614,384,807,400]
article-text: Ὁ πρίγκηψ Λουδοβίκος ἐφθάσε χθὲς εἰς τὴν πόλιν καὶ ἐπεσκέφθη τὰ νοσοκομεῖα, ἐπαινέσας τοὺς ἰατροὺς διὰ τὴν αὐτοθυσίαν των. [40,340,287,400]
column-2 [297,60,566,2314]
article-heading: ΑΙ ΑΣΚΗΣΕΙΣ ΤΟΥ ΠΕΖΙΚΟΥ [1417,1045,1545,1074]
article-heading: ΑΙ ΕΞΕΤΑΣΕΙΣ ΤΩΝ ΕΝΩΜΟΤΑΡΧΩΝ [1413,1281,1549,1309]
ad-subtitle: Τὸ ταχύτερον καὶ ἀσφαλέστερον ἀτμόπλοιον [66,1496,261,1525]
article-text: Ἡ ἐμφάνισις τῶν ἐπικινδύνων μιάσμάτων ἐφοβέρισε τὰς ἀρχὰς καὶ τὸν πληθυσμόν, διότι ἐκ τῶν ἐπιδημιῶν μεγάλα δεινὰ ἐπῆλθον πολλάκις κατὰ τὸ παρελθὸν εἰς τὸν τόπον. [40,77,287,165]
article-subheading: ΤΟΥ ΥΠΟΥΡΓΟΥ ΤΩΝ ΝΑΥΤΙΚΩΝ [873,406,1105,422]
ad-title: Η "ΑΣΤΡΑΠΗ" [76,1465,251,1492]
article-text: τὴν ἐπαρκέστερον καὶ τὰς προβλέψεις τῆς ἐνισχύσεως τῶν φιλικῶν σχέσεων μεταξὺ τῶν δύο χωρῶν. [855,59,1122,104]
article-text: Καὶ εἰς τὰς ἄλλας πόλεις τῆς ἐπαρχίας ἐπικρατεῖ ἡ αὐτὴ διάθεσις, πάντες δὲ περιμένουν μετ' ἀγωνίας τὴν ἔκβασιν τῶν πραγμάτων. [576,1364,845,1424]
article-text: Τὸ ὑπουργεῖον ἀπεφάσισε ὅπως χορηγήσῃ εἰς αὐτοὺς τὰ ἀναγκαῖα ἐπιδόματα διὰ νὰ συνεχίσουν τὰς σπουδάς των. [855,966,1122,1024]
article-heading: ΟΙ ΠΙΝΑΚΕΣ ΤΩΝ ΕΥΕΡΓΕΤΙΚΩΝ [1418,590,1544,619]
article-text: Οἱ ἀκόλουθοι τῶν ξένων πρεσβειῶν θὰ παρακολουθήσουν τὰς ἀσκήσεις τοῦ στρατοῦ. [1407,841,1555,897]
article-text: Εἰς τὸ χθεσινὸν φύλλον τῆς Ἐφημερίδος τῆς Κυβερνήσεως ἐδημοσιεύθησαν τὰ διατάγματα διὰ τῶν ὁποίων χορηγεῖται εἰς τὸν πρίγκηπα Γεώργιον καὶ τὸν διάδοχον ἄδεια ἀπουσίας διὰ σπουδὰς ἐν τῷ ἐξωτερικῷ. [576,424,845,512]
article-subheading: ΟΙ ΕΙΣΑΚΤΕΟΙ ΕΥΕΛΠΙΔΕΣ [1430,472,1532,501]
